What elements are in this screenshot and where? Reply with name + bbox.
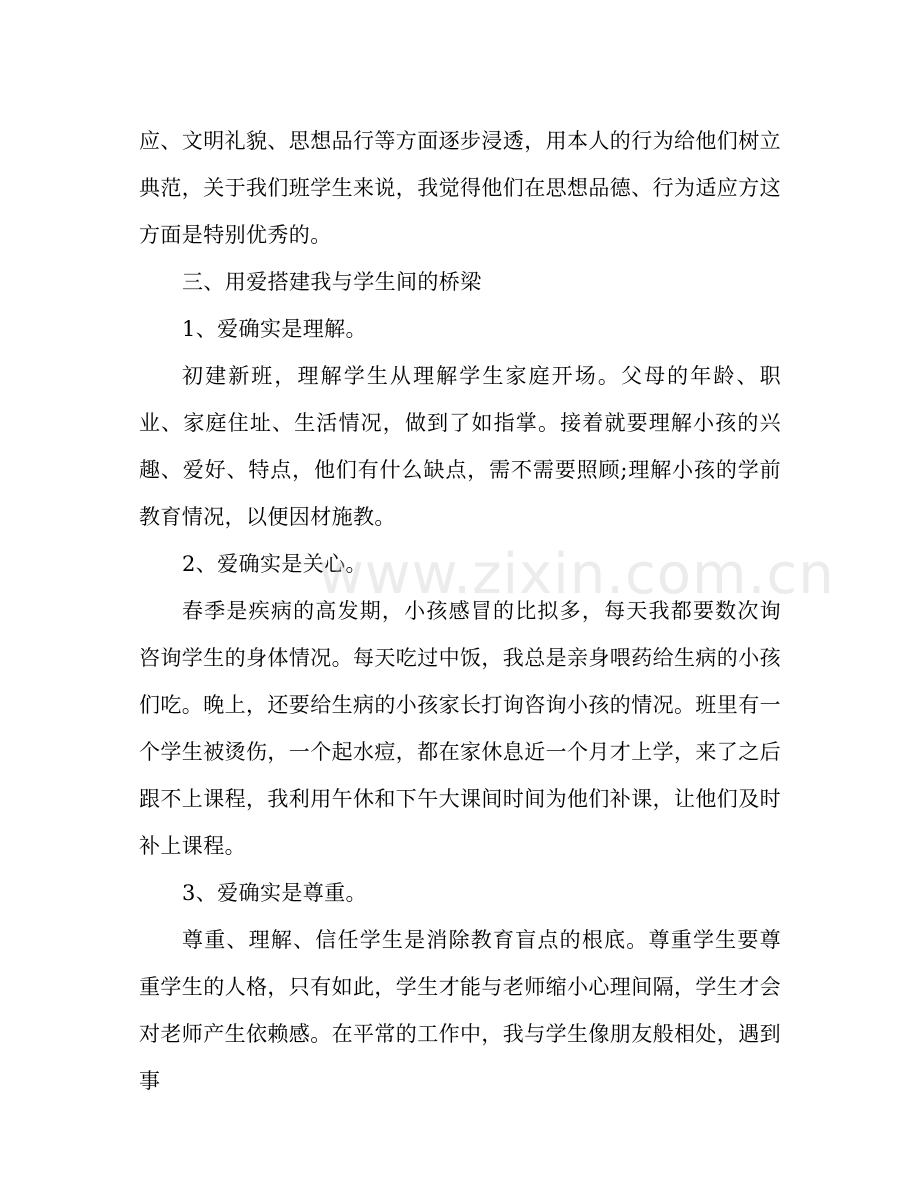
paragraph-continuation: 应、文明礼貌、思想品行等方面逐步浸透，用本人的行为给他们树立典范，关于我们班学生来说，我觉得他们在思想品德、行为适应方这方面是特别优秀的。 — [139, 129, 781, 247]
document-body — [139, 118, 835, 1105]
subheading-understanding: 1、爱确实是理解。 — [182, 317, 367, 341]
subheading-respect: 3、爱确实是尊重。 — [182, 881, 367, 905]
watermark-text: www.zixin.com.cn — [318, 542, 835, 607]
paragraph-respect: 尊重、理解、信任学生是消除教育盲点的根底。尊重学生要尊重学生的人格，只有如此，学生才能与老师缩小心理间隔，学生才会对老师产生依赖感。在平常的工作中，我与学生像朋友般相处，遇到事 — [139, 928, 781, 1093]
subheading-care: 2、爱确实是关心。 — [182, 552, 367, 576]
section-heading-bridge: 三、用爱搭建我与学生间的桥梁 — [182, 270, 482, 294]
paragraph-understanding: 初建新班，理解学生从理解学生家庭开场。父母的年龄、职业、家庭住址、生活情况，做到了如指掌。接着就要理解小孩的兴趣、爱好、特点，他们有什么缺点，需不需要照顾;理解小孩的学前教育情况，以便因材施教。 — [139, 364, 781, 529]
paragraph-care: 春季是疾病的高发期，小孩感冒的比拟多，每天我都要数次询咨询学生的身体情况。每天吃过中饭，我总是亲身喂药给生病的小孩们吃。晚上，还要给生病的小孩家长打询咨询小孩的情况。班里有一个学生被烫伤，一个起水痘，都在家休息近一个月才上学，来了之后跟不上课程，我利用午休和下午大课间时间为他们补课，让他们及时补上课程。 — [139, 599, 781, 858]
